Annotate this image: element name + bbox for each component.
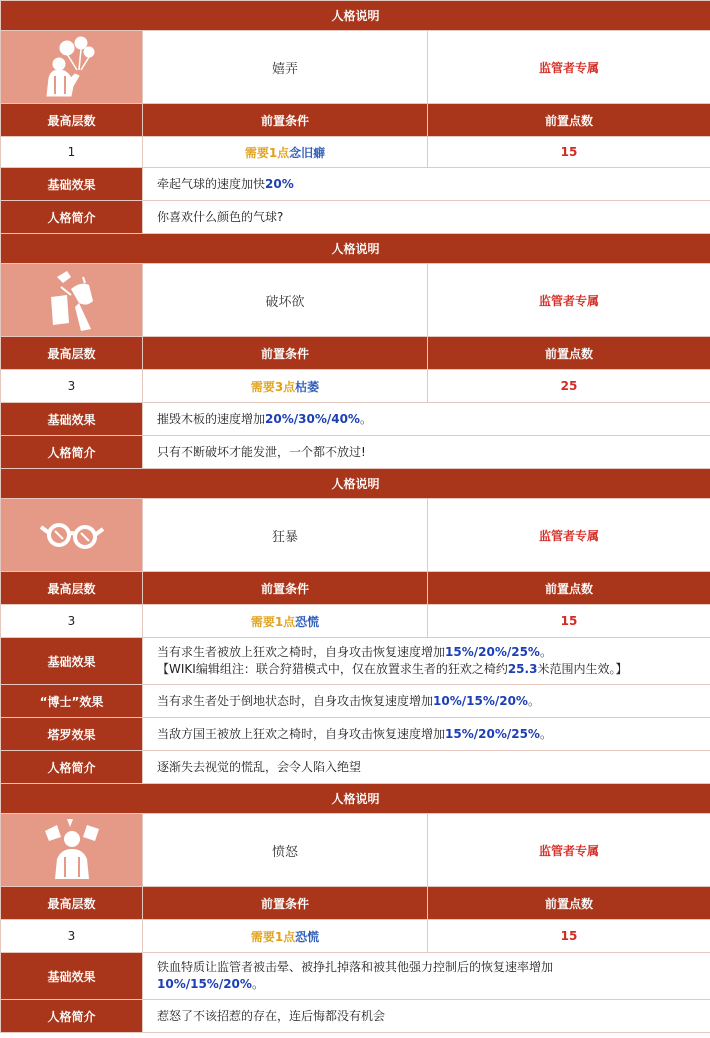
prereq-points-header: 前置点数 <box>428 337 710 370</box>
intro-label: 人格简介 <box>1 751 143 784</box>
exclusive-badge: 监管者专属 <box>428 499 710 572</box>
effect-suffix: 。 <box>251 977 264 991</box>
effect-text: 牵起气球的速度加快 <box>157 176 266 191</box>
prereq-skill-link[interactable]: 枯萎 <box>295 379 320 394</box>
effect-line <box>157 644 696 661</box>
prereq-value <box>143 920 428 953</box>
basic-effect-label: 基础效果 <box>1 403 143 436</box>
max-level-header: 最高层数 <box>1 104 143 137</box>
max-level-value: 3 <box>1 920 143 953</box>
wiki-note-value: 25.3 <box>507 662 538 676</box>
doctor-text: 当有求生者处于倒地状态时，自身攻击恢复速度增加 <box>157 693 434 708</box>
prereq-points-header: 前置点数 <box>428 572 710 605</box>
doctor-effect-text <box>143 685 710 718</box>
max-level-header: 最高层数 <box>1 572 143 605</box>
tarot-effect-text <box>143 718 710 751</box>
prereq-amount: 需要3点 <box>250 379 296 394</box>
tarot-text: 当敌方国王被放上狂欢之椅时，自身攻击恢复速度增加 <box>157 726 446 741</box>
talent-name: 破坏欲 <box>143 264 428 337</box>
intro-text: 你喜欢什么颜色的气球? <box>143 201 710 234</box>
intro-text: 逐渐失去视觉的慌乱，会令人陷入绝望 <box>143 751 710 784</box>
intro-text: 只有不断破坏才能发泄，一个都不放过! <box>143 436 710 469</box>
intro-label: 人格简介 <box>1 436 143 469</box>
prereq-skill-link[interactable]: 恐慌 <box>295 929 320 944</box>
prereq-header: 前置条件 <box>143 104 428 137</box>
section-header <box>1 784 710 814</box>
prereq-points-header: 前置点数 <box>428 887 710 920</box>
section-title: 人格说明 <box>1 1 710 31</box>
section-title: 人格说明 <box>1 234 710 264</box>
prereq-amount: 需要1点 <box>250 614 296 629</box>
talent-icon-cell <box>1 814 143 887</box>
max-level-value: 3 <box>1 605 143 638</box>
section-title: 人格说明 <box>1 784 710 814</box>
balloon-clown-icon <box>37 34 107 100</box>
doctor-value: 10%/15%/20% <box>433 693 528 708</box>
basic-effect-label: 基础效果 <box>1 168 143 201</box>
prereq-value <box>143 605 428 638</box>
max-level-value: 3 <box>1 370 143 403</box>
talent-name: 愤怒 <box>143 814 428 887</box>
doctor-suffix: 。 <box>527 693 540 708</box>
angry-figure-icon <box>37 817 107 883</box>
talent-name: 狂暴 <box>143 499 428 572</box>
basic-effect-label: 基础效果 <box>1 953 143 1000</box>
prereq-points-value: 15 <box>428 605 710 638</box>
tarot-value: 15%/20%/25% <box>445 726 540 741</box>
section-header <box>1 469 710 499</box>
effect-text: 铁血特质让监管者被击晕、被挣扎掉落和被其他强力控制后的恢复速率增加 <box>157 960 554 974</box>
effect-value: 20%/30%/40% <box>265 411 360 426</box>
exclusive-badge: 监管者专属 <box>428 264 710 337</box>
broken-glasses-icon <box>37 505 107 565</box>
prereq-skill-link[interactable]: 恐慌 <box>295 614 320 629</box>
prereq-skill-link[interactable]: 念旧癖 <box>289 145 326 160</box>
effect-value: 20% <box>265 176 294 191</box>
basic-effect-text <box>143 638 710 685</box>
basic-effect-text <box>143 953 710 1000</box>
talent-icon-cell <box>1 31 143 104</box>
tarot-suffix: 。 <box>539 726 552 741</box>
intro-label: 人格简介 <box>1 201 143 234</box>
basic-effect-text <box>143 403 710 436</box>
section-header <box>1 234 710 264</box>
talent-icon-cell <box>1 499 143 572</box>
tarot-effect-label: 塔罗效果 <box>1 718 143 751</box>
section-header <box>1 1 710 31</box>
prereq-value <box>143 137 428 168</box>
prereq-points-value: 25 <box>428 370 710 403</box>
intro-text: 惹怒了不该招惹的存在，连后悔都没有机会 <box>143 1000 710 1033</box>
basic-effect-label: 基础效果 <box>1 638 143 685</box>
intro-label: 人格简介 <box>1 1000 143 1033</box>
prereq-points-value: 15 <box>428 920 710 953</box>
smash-hammer-icon <box>37 267 107 333</box>
exclusive-badge: 监管者专属 <box>428 31 710 104</box>
effect-value: 10%/15%/20% <box>157 977 252 991</box>
effect-value: 15%/20%/25% <box>445 645 540 659</box>
basic-effect-text <box>143 168 710 201</box>
prereq-points-value: 15 <box>428 137 710 168</box>
effect-suffix: 。 <box>359 411 372 426</box>
prereq-amount: 需要1点 <box>244 145 290 160</box>
effect-text: 当有求生者被放上狂欢之椅时，自身攻击恢复速度增加 <box>157 645 446 659</box>
prereq-header: 前置条件 <box>143 572 428 605</box>
talent-icon-cell <box>1 264 143 337</box>
wiki-note-text: 【WIKI编辑组注：联合狩猎模式中，仅在放置求生者的狂欢之椅约 <box>157 662 508 676</box>
exclusive-badge: 监管者专属 <box>428 814 710 887</box>
prereq-points-header: 前置点数 <box>428 104 710 137</box>
effect-suffix: 。 <box>539 645 552 659</box>
talent-name: 嬉弄 <box>143 31 428 104</box>
max-level-header: 最高层数 <box>1 887 143 920</box>
prereq-value <box>143 370 428 403</box>
max-level-value: 1 <box>1 137 143 168</box>
max-level-header: 最高层数 <box>1 337 143 370</box>
prereq-header: 前置条件 <box>143 887 428 920</box>
prereq-amount: 需要1点 <box>250 929 296 944</box>
section-title: 人格说明 <box>1 469 710 499</box>
prereq-header: 前置条件 <box>143 337 428 370</box>
wiki-note <box>157 661 696 678</box>
doctor-effect-label: “博士”效果 <box>1 685 143 718</box>
wiki-note-suffix: 米范围内生效。】 <box>537 662 628 676</box>
effect-text: 摧毁木板的速度增加 <box>157 411 266 426</box>
